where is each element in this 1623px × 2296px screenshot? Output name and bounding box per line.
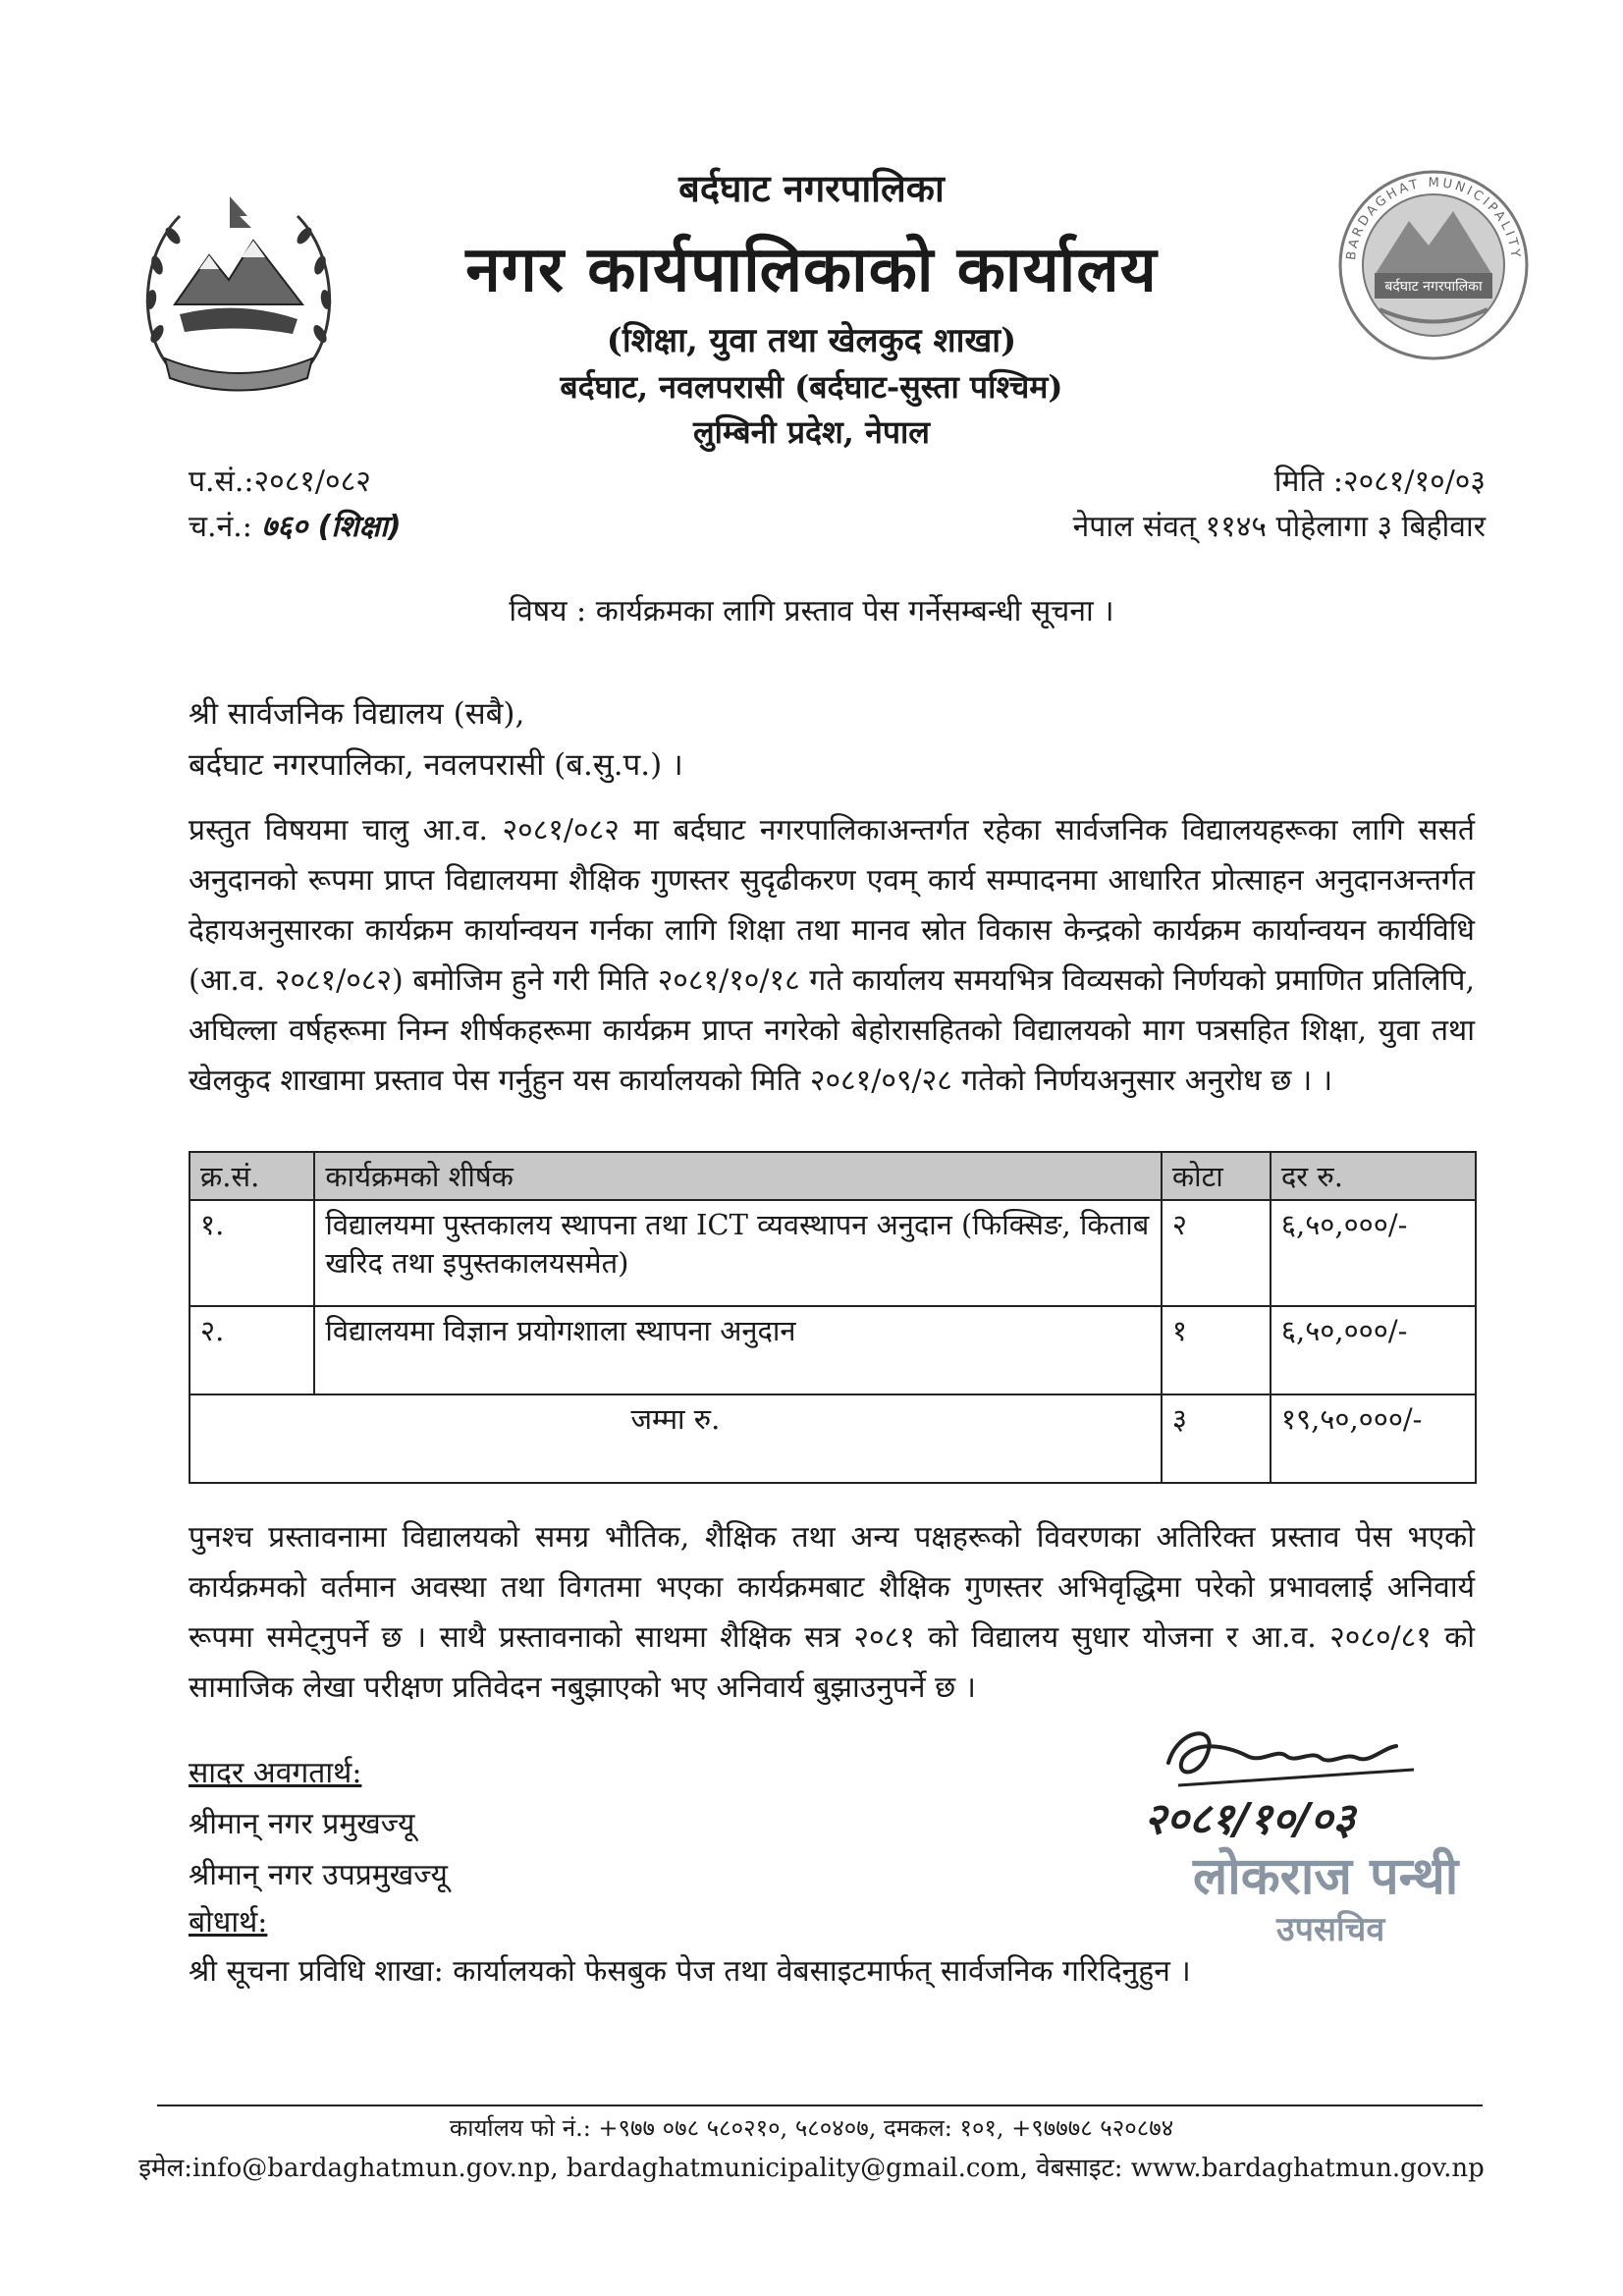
- col-header-title: कार्यक्रमको शीर्षक: [314, 1152, 1161, 1200]
- cell-quota: १: [1162, 1306, 1271, 1394]
- ref-label: प.सं.:: [189, 465, 254, 499]
- signature-date: २०८१/१०/०३: [1144, 1794, 1356, 1844]
- office-address: बर्दघाट, नवलपरासी (बर्दघाट-सुस्ता पश्चिम): [560, 368, 1063, 406]
- letter-date: [1274, 460, 1486, 500]
- province: लुम्बिनी प्रदेश, नेपाल: [692, 413, 930, 451]
- fyi-heading: बोधार्थ:: [189, 1905, 268, 1940]
- dispatch-number: [189, 505, 402, 545]
- addressee-line-1: श्री सार्वजनिक विद्यालय (सबै),: [189, 696, 525, 732]
- footer-phone: कार्यालय फो नं.: +९७७ ०७८ ५८०२१०, ५८०४०७, दमकल: १०१, +९७७७८ ५२०८७४: [449, 2114, 1174, 2142]
- date-label: मिति :: [1273, 465, 1343, 499]
- handwritten-signature: [1139, 1709, 1434, 1797]
- date-value: २०८१/१०/०३: [1342, 465, 1486, 499]
- table-total-row: [189, 1394, 1476, 1483]
- col-header-quota: कोटा: [1162, 1152, 1271, 1200]
- total-label: जम्मा रु.: [189, 1394, 1162, 1483]
- nepal-sambat-date: नेपाल संवत् ११४५ पोहेलागा ३ बिहीवार: [1072, 510, 1486, 544]
- cell-sn: २.: [189, 1306, 314, 1394]
- table-row: [189, 1200, 1476, 1306]
- body-paragraph-2: पुनश्च प्रस्तावनामा विद्यालयको समग्र भौतिक, शैक्षिक तथा अन्य पक्षहरूको विवरणका अतिरिक्त प्रस्ताव पेस भएको कार्यक्रमको वर्तमान अवस्था तथा विगतमा भएका कार्यक्रमबाट शैक्षिक गुणस्तर अभिवृद्धिमा परेको प्रभावलाई अनिवार्य रूपमा समेट्नुपर्ने छ । साथै प्रस्तावनाको साथमा शैक्षिक सत्र २०८१ को विद्यालय सुधार योजना र आ.व. २०८०/८१ को सामाजिक लेखा परीक्षण प्रतिवेदन नबुझाएको भए अनिवार्य बुझाउनुपर्ने छ ।: [189, 1520, 1475, 1705]
- cell-title: विद्यालयमा पुस्तकालय स्थापना तथा ICT व्यवस्थापन अनुदान (फिक्सिङ, किताब खरिद तथा इपुस्तकालयसमेत): [314, 1200, 1161, 1306]
- ref-value: २०८१/०८२: [253, 465, 371, 499]
- cc-item: श्रीमान् नगर प्रमुखज्यू: [189, 1807, 415, 1841]
- office-name: नगर कार्यपालिकाको कार्यालय: [465, 233, 1158, 306]
- svg-text:BARDAGHAT MUNICIPALITY: BARDAGHAT MUNICIPALITY: [1344, 175, 1523, 261]
- signer-title-stamp: उपसचिव: [1276, 1910, 1385, 1949]
- cc-item: श्रीमान् नगर उपप्रमुखज्यू: [189, 1858, 448, 1892]
- total-rate: १९,५०,०००/-: [1271, 1394, 1476, 1483]
- reference-number: [189, 460, 371, 500]
- body-paragraph-1: प्रस्तुत विषयमा चालु आ.व. २०८१/०८२ मा बर्दघाट नगरपालिकाअन्तर्गत रहेका सार्वजनिक विद्यालयहरूका लागि ससर्त अनुदानको रूपमा प्राप्त विद्यालयमा शैक्षिक गुणस्तर सुदृढीकरण एवम् कार्य सम्पादनमा आधारित प्रोत्साहन अनुदानअन्तर्गत देहायअनुसारका कार्यक्रम कार्यान्वयन गर्नका लागि शिक्षा तथा मानव स्रोत विकास केन्द्रको कार्यक्रम कार्यान्वयन कार्यविधि (आ.व. २०८१/०८२) बमोजिम हुने गरी मिति २०८१/१०/१८ गते कार्यालय समयभित्र विव्यसको निर्णयको प्रमाणित प्रतिलिपि, अघिल्ला वर्षहरूमा निम्न शीर्षकहरूमा कार्यक्रम प्राप्त नगरेको बेहोरासहितको विद्यालयको माग पत्रसहित शिक्षा, युवा तथा खेलकुद शाखामा प्रस्ताव पेस गर्नुहुन यस कार्यालयको मिति २०८१/०९/२८ गतेको निर्णयअनुसार अनुरोध छ । ।: [189, 813, 1475, 1098]
- cell-rate: ६,५०,०००/-: [1271, 1306, 1476, 1394]
- subject-line: विषय : कार्यक्रमका लागि प्रस्ताव पेस गर्नेसम्बन्धी सूचना ।: [509, 594, 1114, 629]
- table-row: [189, 1306, 1476, 1394]
- program-table: [189, 1151, 1477, 1484]
- fyi-item: श्री सूचना प्रविधि शाखा: कार्यालयको फेसबुक पेज तथा वेबसाइटमार्फत् सार्वजनिक गरिदिनुहुन ।: [189, 1954, 1191, 1989]
- table-header-row: [189, 1152, 1476, 1200]
- cell-rate: ६,५०,०००/-: [1271, 1200, 1476, 1306]
- addressee-line-2: बर्दघाट नगरपालिका, नवलपरासी (ब.सु.प.) ।: [189, 747, 683, 783]
- cell-title: विद्यालयमा विज्ञान प्रयोगशाला स्थापना अनुदान: [314, 1306, 1161, 1394]
- col-header-rate: दर रु.: [1271, 1152, 1476, 1200]
- org-name: बर्दघाट नगरपालिका: [678, 166, 945, 210]
- cell-quota: २: [1162, 1200, 1271, 1306]
- dispatch-label: च.नं.:: [189, 510, 252, 544]
- footer-divider: [157, 2105, 1483, 2106]
- cc-heading: सादर अवगतार्थ:: [189, 1756, 362, 1790]
- cell-sn: १.: [189, 1200, 314, 1306]
- dispatch-value: ७६० (शिक्षा): [261, 510, 402, 544]
- col-header-sn: क्र.सं.: [189, 1152, 314, 1200]
- branch-name: (शिक्षा, युवा तथा खेलकुद शाखा): [606, 321, 1017, 360]
- total-quota: ३: [1162, 1394, 1271, 1483]
- signer-name-stamp: लोकराज पन्थी: [1193, 1847, 1459, 1906]
- footer-contact: इमेल:info@bardaghatmun.gov.np, bardaghatmunicipality@gmail.com, वेबसाइट: www.bardaghatmun.gov.np: [138, 2154, 1485, 2183]
- svg-text:बर्दघाट नगरपालिका: बर्दघाट नगरपालिका: [1384, 279, 1483, 295]
